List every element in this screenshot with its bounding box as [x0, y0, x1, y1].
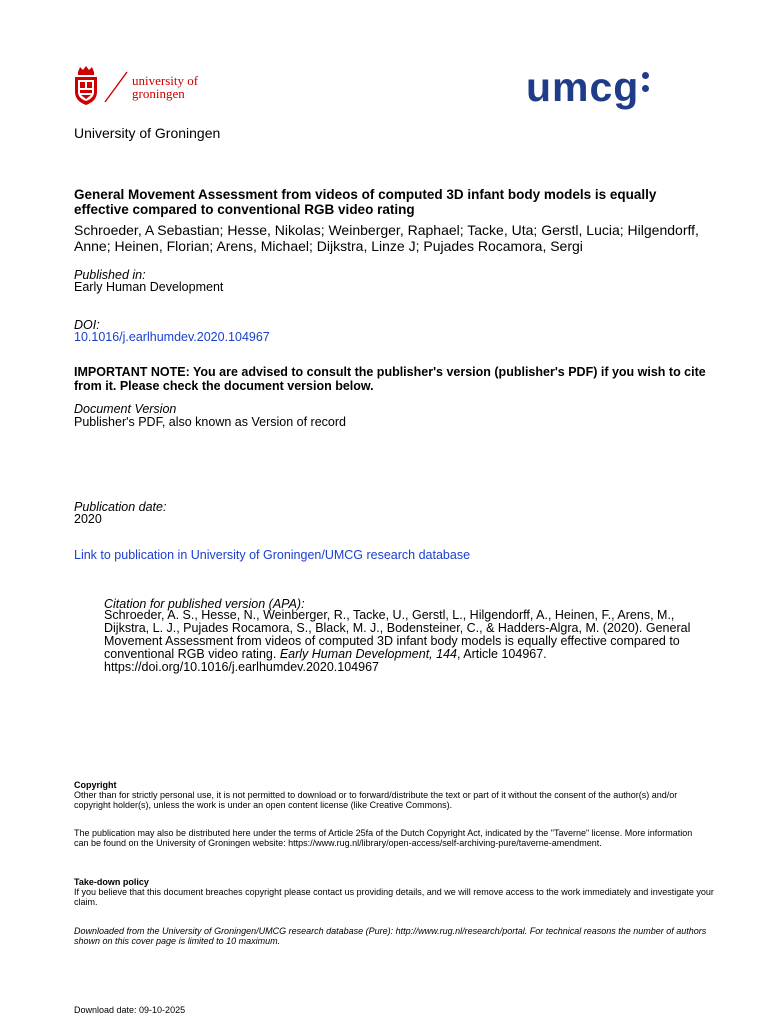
citation-text — [104, 609, 704, 674]
paper-title: General Movement Assessment from videos of computed 3D infant body models is equally effective compared to conventional RGB video rating — [74, 187, 657, 217]
university-logo — [72, 66, 222, 110]
takedown-text: If you believe that this document breaches copyright please contact us providing details, and we will remove access to the work immediately and investigate your claim. — [74, 887, 714, 907]
journal-name: Early Human Development — [74, 280, 224, 294]
citation-text-part2: , Article 104967. https://doi.org/10.1016/j.earlhumdev.2020.104967 — [104, 647, 547, 674]
umcg-logo — [526, 64, 650, 110]
taverne-text: The publication may also be distributed here under the terms of Article 25fa of the Dutch Copyright Act, indicated by the "Taverne" license. More information can be found on the University of Groningen website: https://www.rug.nl/library/open-access/self-archiving-pure/taverne-amendment. — [74, 828, 693, 848]
copyright-heading: Copyright — [74, 780, 117, 790]
doi-label: DOI: — [74, 318, 100, 332]
slash-icon — [103, 70, 129, 104]
copyright-text: Other than for strictly personal use, it is not permitted to download or to forward/distribute the text or part of it without the consent of the author(s) and/or copyright holder(s), unless the work is under an open content license (like Creative Commons). — [74, 790, 678, 810]
document-version-label: Document Version — [74, 402, 177, 416]
publication-database-link[interactable]: Link to publication in University of Groningen/UMCG research database — [74, 548, 471, 562]
publication-date-label: Publication date: — [74, 500, 167, 514]
downloaded-note: Downloaded from the University of Groningen/UMCG research database (Pure): http://www.rug.nl/research/portal. For technical reasons the number of authors shown on this cover page is limited to 10 maximum. — [74, 926, 707, 946]
university-logo-text: university of groningen — [132, 73, 199, 101]
publication-date-value: 2020 — [74, 512, 102, 526]
published-in-label: Published in: — [74, 268, 146, 282]
takedown-heading: Take-down policy — [74, 877, 149, 887]
institution-name: University of Groningen — [74, 125, 221, 141]
umcg-logo-colon — [640, 68, 650, 98]
important-note: IMPORTANT NOTE: You are advised to consult the publisher's version (publisher's PDF) if you wish to cite from it. Please check the document version below. — [74, 365, 706, 393]
citation-text-part1: Schroeder, A. S., Hesse, N., Weinberger, R., Tacke, U., Gerstl, L., Hilgendorff, A., Heinen, F., Arens, M., Dijkstra, L. J., Pujades Rocamora, S., Black, M. J., Bodensteiner, C., & Hadders-Algra, M. (2020). General Movement Assessment from videos of computed 3D infant body models is equally effective compared to conventional RGB video rating. — [104, 608, 691, 661]
crest-icon — [72, 66, 100, 106]
doi-link[interactable]: 10.1016/j.earlhumdev.2020.104967 — [74, 330, 270, 344]
document-version-value: Publisher's PDF, also known as Version of record — [74, 415, 346, 429]
umcg-logo-text: umcg — [526, 64, 640, 110]
citation-journal: Early Human Development, 144 — [279, 647, 457, 661]
download-date: Download date: 09-10-2025 — [74, 1005, 186, 1015]
citation-label: Citation for published version (APA): — [104, 597, 305, 611]
author-list: Schroeder, A Sebastian; Hesse, Nikolas; Weinberger, Raphael; Tacke, Uta; Gerstl, Lucia; Hilgendorff, Anne; Heinen, Florian; Arens, Michael; Dijkstra, Linze J; Pujades Rocamora, Sergi — [74, 222, 699, 254]
